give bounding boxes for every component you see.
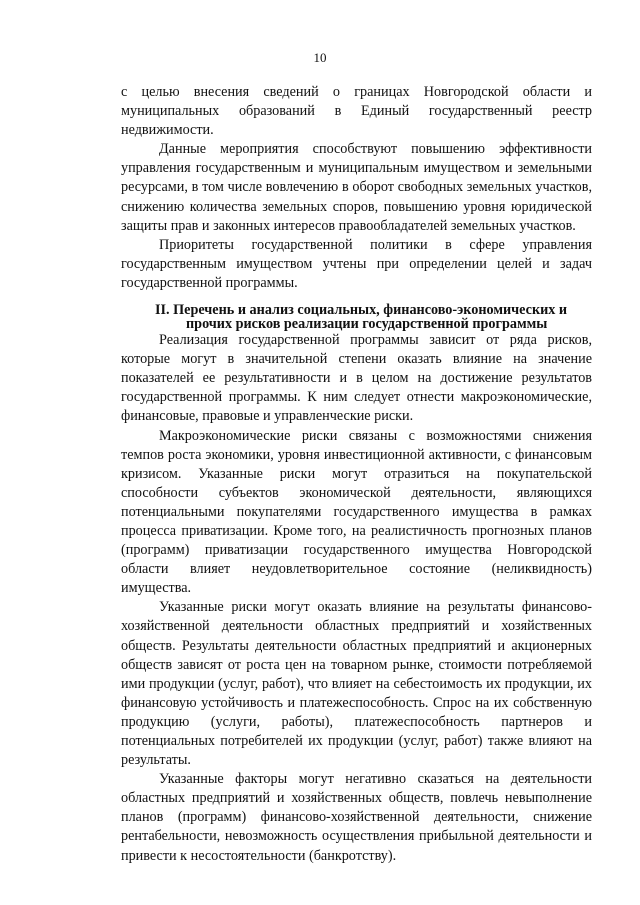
paragraph-macroeconomic-risks: Макроэкономические риски связаны с возможностями снижения темпов роста экономики, уровня инвестиционной активности, с финансовым кризисом. Указанные риски могут отразиться на покупательской способности субъектов экономической деятельности, являющихся потенциальными покупателями государственного имущества в рамках процесса приватизации. Кроме того, на реалистичность прогнозных планов (программ) приватизации государственного имущества Новгородской области влияет неудовлетворительное состояние (неликвидность) имущества. (121, 427, 592, 597)
document-body (121, 83, 592, 866)
paragraph-risks-intro: Реализация государственной программы зависит от ряда рисков, которые могут в значительной степени оказать влияние на значение показателей ее результативности и в целом на достижение результатов государственной программы. К ним следует отнести макроэкономические, финансовые, правовые и управленческие риски. (121, 332, 592, 425)
section-heading (121, 303, 592, 331)
paragraph-continuation: с целью внесения сведений о границах Новгородской области и муниципальных образований в Единый государственный реестр недвижимости. (121, 84, 592, 139)
paragraph-policy-priorities: Приоритеты государственной политики в сфере управления государственным имуществом учтены при определении целей и задач государственной программы. (121, 236, 592, 291)
paragraph-negative-factors: Указанные факторы могут негативно сказаться на деятельности областных предприятий и хозяйственных обществ, повлечь невыполнение планов (программ) финансово-хозяйственной деятельности, снижение рентабельности, невозможность осуществления прибыльной деятельности и привести к несостоятельности (банкротству). (121, 771, 592, 864)
section-heading-line-2: прочих рисков реализации государственной программы (186, 316, 548, 333)
page-number: 10 (313, 50, 327, 65)
paragraph-enterprise-results: Указанные риски могут оказать влияние на результаты финансово-хозяйственной деятельности областных предприятий и хозяйственных обществ. Результаты деятельности областных предприятий и акционерных обществ зависят от роста цен на товарном рынке, стоимости потребляемой ими продукции (услуг, работ), что влияет на себестоимость их продукции, их финансовую устойчивость и платежеспособность. Спрос на их собственную продукцию (услуги, работы), платежеспособность партнеров и потенциальных потребителей их продукции (услуг, работ) также влияют на результаты. (121, 599, 592, 769)
section-heading-line-1: II. Перечень и анализ социальных, финансово-экономических и (155, 302, 568, 319)
paragraph-measures-effect: Данные мероприятия способствуют повышению эффективности управления государственным и муниципальным имуществом и земельными ресурсами, в том числе вовлечению в оборот свободных земельных участков, снижению количества земельных споров, повышению уровня юридической защиты прав и законных интересов правообладателей земельных участков. (121, 141, 592, 234)
